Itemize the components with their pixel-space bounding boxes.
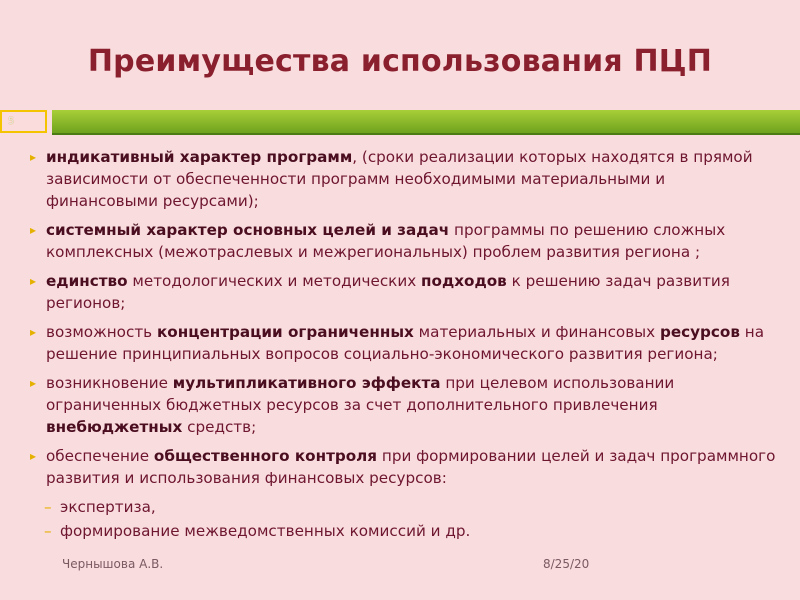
item-text-bold: концентрации ограниченных bbox=[156, 323, 414, 341]
dash-bullet-icon: – bbox=[44, 498, 52, 516]
item-text: при целевом использовании ограниченных бюджетных ресурсов за счет дополнительного привлечения bbox=[46, 374, 675, 414]
list-item bbox=[28, 321, 778, 365]
item-text-bold: внебюджетных bbox=[46, 418, 183, 436]
item-text: на решение принципиальных вопросов социально-экономического развития региона; bbox=[46, 323, 765, 363]
list-item bbox=[28, 270, 778, 314]
slide-number-box bbox=[0, 110, 47, 133]
chevron-bullet-icon: ▸ bbox=[30, 325, 37, 339]
list-item bbox=[28, 219, 778, 263]
header-bar-line bbox=[52, 133, 800, 135]
slide-number: 5 bbox=[8, 116, 15, 127]
item-text-bold: ресурсов bbox=[659, 323, 740, 341]
dash-bullet-icon: – bbox=[44, 522, 52, 540]
item-text-bold: единство bbox=[46, 272, 128, 290]
item-text: возникновение bbox=[46, 374, 173, 392]
item-text: программы по решению сложных комплексных (межотраслевых и межрегиональных) проблем развития региона ; bbox=[46, 221, 726, 261]
item-text: обеспечение bbox=[46, 447, 154, 465]
list-item bbox=[28, 372, 778, 438]
bullet-list bbox=[28, 146, 778, 544]
header-bar bbox=[0, 110, 800, 135]
header-bar-green bbox=[52, 110, 800, 133]
sub-list-item bbox=[28, 496, 778, 518]
item-text-bold: общественного контроля bbox=[153, 447, 378, 465]
chevron-bullet-icon: ▸ bbox=[30, 223, 37, 237]
item-text: средств; bbox=[182, 418, 257, 436]
item-text-bold: системный характер основных целей и задач bbox=[46, 221, 450, 239]
list-item bbox=[28, 146, 778, 212]
chevron-bullet-icon: ▸ bbox=[30, 449, 37, 463]
item-text: методологических и методических bbox=[127, 272, 422, 290]
item-text: к решению задач развития регионов; bbox=[46, 272, 730, 312]
sub-list-item bbox=[28, 520, 778, 542]
item-text-bold: индикативный характер программ bbox=[46, 148, 353, 166]
sub-item-text: формирование межведомственных комиссий и др. bbox=[60, 522, 471, 540]
item-text-bold: мультипликативного эффекта bbox=[172, 374, 441, 392]
item-text-bold: подходов bbox=[421, 272, 507, 290]
item-text: возможность bbox=[46, 323, 157, 341]
chevron-bullet-icon: ▸ bbox=[30, 274, 37, 288]
footer-date: 8/25/20 bbox=[543, 557, 590, 571]
item-text: , (сроки реализации которых находятся в прямой зависимости от обеспеченности программ необходимыми материальными и финансовыми ресурсами); bbox=[46, 148, 753, 210]
item-text: при формировании целей и задач программного развития и использования финансовых ресурсов: bbox=[46, 447, 776, 487]
footer-author: Чернышова А.В. bbox=[62, 557, 164, 571]
sub-item-text: экспертиза, bbox=[60, 498, 156, 516]
chevron-bullet-icon: ▸ bbox=[30, 150, 37, 164]
list-item bbox=[28, 445, 778, 489]
slide-title: Преимущества использования ПЦП bbox=[87, 44, 713, 79]
chevron-bullet-icon: ▸ bbox=[30, 376, 37, 390]
item-text: материальных и финансовых bbox=[413, 323, 660, 341]
